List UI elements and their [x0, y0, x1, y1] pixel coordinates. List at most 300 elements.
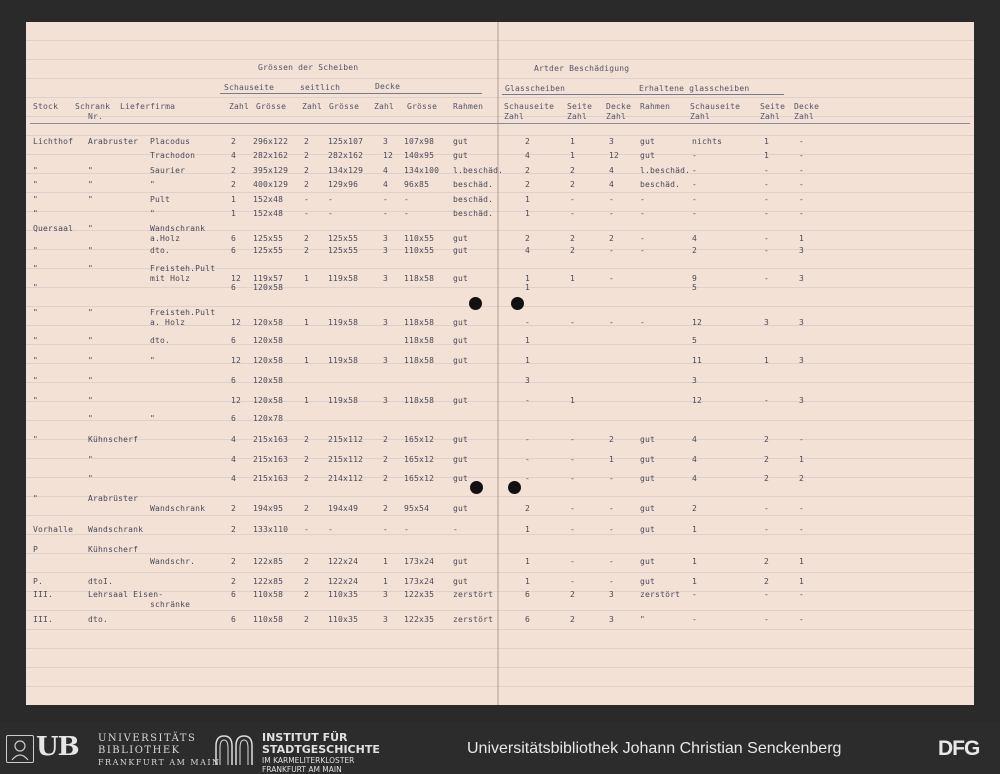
- table-cell: ": [88, 414, 94, 423]
- table-cell: -: [404, 209, 410, 218]
- table-cell: -: [328, 525, 334, 534]
- table-cell: 1: [383, 557, 389, 566]
- table-cell: 2: [764, 435, 770, 444]
- table-cell: ": [33, 308, 39, 317]
- table-cell: -: [609, 504, 615, 513]
- table-cell: 120x58: [253, 356, 284, 365]
- table-cell: -: [609, 577, 615, 586]
- table-cell: 3: [799, 246, 805, 255]
- table-cell: -: [609, 318, 615, 327]
- table-cell: 119x58: [328, 356, 359, 365]
- table-cell: 1: [692, 577, 698, 586]
- table-cell: ": [88, 376, 94, 385]
- table-cell: -: [525, 435, 531, 444]
- table-cell: -: [609, 557, 615, 566]
- header-decke: Decke: [375, 82, 401, 91]
- table-cell: 2: [304, 137, 310, 146]
- col-schauseite-zahl: Schauseite Zahl: [690, 102, 741, 121]
- table-cell: 4: [231, 435, 237, 444]
- table-cell: 122x85: [253, 577, 284, 586]
- table-cell: l.beschäd.: [640, 166, 691, 175]
- punch-hole: [470, 481, 483, 494]
- header-bottom-rule: [30, 123, 970, 124]
- table-cell: 1: [609, 455, 615, 464]
- table-cell: 5: [692, 336, 698, 345]
- table-cell: 2: [304, 455, 310, 464]
- col-schauseite-zahl: Schauseite Zahl: [504, 102, 555, 121]
- table-cell: 6: [231, 615, 237, 624]
- table-cell: Lehrsaal Eisen-: [88, 590, 164, 599]
- table-cell: 12: [231, 274, 242, 283]
- ub-line3: FRANKFURT AM MAIN: [98, 758, 221, 767]
- table-cell: -: [764, 396, 770, 405]
- col-zahl: Zahl: [302, 102, 323, 111]
- table-cell: -: [570, 577, 576, 586]
- table-cell: -: [570, 435, 576, 444]
- table-cell: 110x55: [404, 246, 435, 255]
- table-cell: 1: [570, 137, 576, 146]
- table-cell: 1: [304, 356, 310, 365]
- table-cell: Vorhalle: [33, 525, 74, 534]
- table-cell: -: [525, 474, 531, 483]
- table-cell: 110x35: [328, 615, 359, 624]
- table-cell: 165x12: [404, 455, 435, 464]
- table-cell: 1: [764, 356, 770, 365]
- table-cell: 9: [692, 274, 698, 283]
- table-cell: -: [304, 195, 310, 204]
- table-cell: -: [609, 195, 615, 204]
- table-cell: -: [383, 195, 389, 204]
- table-cell: -: [570, 504, 576, 513]
- table-cell: -: [799, 504, 805, 513]
- table-cell: -: [383, 209, 389, 218]
- isg-line3: IM KARMELITERKLOSTER: [262, 756, 355, 765]
- table-cell: 4: [231, 455, 237, 464]
- table-cell: 3: [383, 356, 389, 365]
- table-cell: 6: [231, 234, 237, 243]
- table-cell: P: [33, 545, 39, 554]
- table-cell: -: [764, 234, 770, 243]
- table-cell: 1: [570, 274, 576, 283]
- table-cell: 6: [231, 376, 237, 385]
- table-cell: -: [570, 525, 576, 534]
- table-cell: gut: [453, 396, 469, 405]
- table-cell: 2: [304, 435, 310, 444]
- header-schauseite: Schauseite: [224, 83, 275, 92]
- table-cell: gut: [453, 577, 469, 586]
- table-cell: 3: [764, 318, 770, 327]
- col-zahl: Zahl: [229, 102, 250, 111]
- table-cell: gut: [453, 318, 469, 327]
- table-cell: 1: [383, 577, 389, 586]
- table-cell: ": [150, 356, 156, 365]
- table-cell: 120x58: [253, 336, 284, 345]
- table-cell: ": [33, 166, 39, 175]
- col-seite-zahl: Seite Zahl: [760, 102, 786, 121]
- punch-hole: [511, 297, 524, 310]
- table-cell: 125x55: [253, 246, 284, 255]
- table-cell: 1: [692, 525, 698, 534]
- table-cell: 134x129: [328, 166, 364, 175]
- table-cell: 1: [525, 274, 531, 283]
- table-cell: 2: [692, 246, 698, 255]
- table-cell: -: [692, 180, 698, 189]
- table-cell: 4: [231, 151, 237, 160]
- table-cell: 3: [799, 356, 805, 365]
- table-cell: 1: [570, 396, 576, 405]
- table-cell: Placodus: [150, 137, 191, 146]
- table-cell: 215x163: [253, 435, 289, 444]
- table-cell: 95x54: [404, 504, 430, 513]
- table-cell: ": [33, 283, 39, 292]
- col-rahmen: Rahmen: [640, 102, 671, 111]
- ub-line1: UNIVERSITÄTS: [98, 733, 197, 744]
- table-cell: 4: [525, 246, 531, 255]
- table-cell-note: a. Holz: [150, 318, 186, 327]
- col-decke-zahl: Decke Zahl: [794, 102, 820, 121]
- col-groesse: Grösse: [256, 102, 287, 111]
- table-cell: ": [88, 308, 94, 317]
- table-cell: -: [525, 318, 531, 327]
- table-cell: Saurier: [150, 166, 186, 175]
- header-rule: [220, 93, 482, 94]
- table-cell: dto.: [88, 615, 109, 624]
- library-name: Universitätsbibliothek Johann Christian Senckenberg: [467, 740, 842, 757]
- table-cell: l.beschäd.: [453, 166, 504, 175]
- table-cell: 125x55: [328, 234, 359, 243]
- table-cell: dto.: [150, 336, 171, 345]
- table-cell: -: [799, 209, 805, 218]
- table-cell: -: [692, 590, 698, 599]
- table-cell: 282x162: [328, 151, 364, 160]
- table-cell: gut: [640, 435, 656, 444]
- table-cell: ": [33, 435, 39, 444]
- table-cell: Pult: [150, 195, 171, 204]
- table-cell: -: [799, 590, 805, 599]
- table-cell: 1: [231, 195, 237, 204]
- table-cell: -: [640, 318, 646, 327]
- table-cell: 118x58: [404, 274, 435, 283]
- table-cell: 214x112: [328, 474, 364, 483]
- table-cell: 215x112: [328, 455, 364, 464]
- table-cell: -: [799, 525, 805, 534]
- table-cell: 6: [231, 246, 237, 255]
- table-cell: 1: [525, 577, 531, 586]
- table-cell: -: [328, 195, 334, 204]
- table-cell: 6: [231, 414, 237, 423]
- col-nr: Nr.: [88, 112, 104, 121]
- isg-arches-icon: [214, 732, 256, 766]
- table-cell: Lichthof: [33, 137, 74, 146]
- table-cell: -: [383, 525, 389, 534]
- table-cell-note: schränke: [150, 600, 191, 609]
- table-cell: 125x107: [328, 137, 364, 146]
- table-cell: 3: [799, 396, 805, 405]
- table-cell: 5: [692, 283, 698, 292]
- table-cell: -: [609, 474, 615, 483]
- table-cell: -: [764, 615, 770, 624]
- table-cell: 110x58: [253, 615, 284, 624]
- table-cell: 118x58: [404, 336, 435, 345]
- table-cell: 4: [692, 455, 698, 464]
- table-cell: dtoI.: [88, 577, 114, 586]
- table-cell: 2: [304, 590, 310, 599]
- table-cell: III.: [33, 615, 54, 624]
- table-cell: 2: [609, 435, 615, 444]
- table-cell: -: [609, 274, 615, 283]
- table-cell: 129x96: [328, 180, 359, 189]
- table-cell: 3: [609, 137, 615, 146]
- header-erhaltene: Erhaltene glasscheiben: [639, 84, 750, 93]
- table-cell: 2: [570, 615, 576, 624]
- table-cell: -: [764, 525, 770, 534]
- table-cell: 2: [304, 474, 310, 483]
- header-groessen: Grössen der Scheiben: [258, 63, 359, 72]
- table-cell: 2: [304, 246, 310, 255]
- table-cell: 2: [231, 577, 237, 586]
- header-art: Artder Beschädigung: [534, 64, 630, 73]
- table-cell: Arabrüster: [88, 494, 139, 503]
- table-cell: -: [764, 274, 770, 283]
- table-cell: 2: [304, 504, 310, 513]
- table-cell: beschäd.: [640, 180, 681, 189]
- table-cell: ": [150, 209, 156, 218]
- table-cell: 1: [525, 209, 531, 218]
- table-cell: 165x12: [404, 435, 435, 444]
- table-cell: gut: [640, 474, 656, 483]
- table-cell: gut: [640, 151, 656, 160]
- table-cell: -: [570, 474, 576, 483]
- table-cell: Freisteh.Pult: [150, 264, 216, 273]
- table-cell: gut: [640, 455, 656, 464]
- table-cell: 140x95: [404, 151, 435, 160]
- table-cell: 12: [231, 356, 242, 365]
- table-cell: 12: [383, 151, 394, 160]
- table-cell: 3: [799, 274, 805, 283]
- table-cell: 1: [304, 318, 310, 327]
- table-cell: 6: [525, 615, 531, 624]
- table-cell: 96x85: [404, 180, 430, 189]
- table-cell: -: [692, 209, 698, 218]
- table-cell: 1: [799, 557, 805, 566]
- table-cell: 1: [692, 557, 698, 566]
- table-cell: Quersaal: [33, 224, 74, 233]
- table-cell: 152x48: [253, 209, 284, 218]
- table-cell: Freisteh.Pult: [150, 308, 216, 317]
- table-cell: 4: [692, 234, 698, 243]
- table-cell: 6: [525, 590, 531, 599]
- table-cell: 107x98: [404, 137, 435, 146]
- table-cell: 173x24: [404, 577, 435, 586]
- col-schrank: Schrank: [75, 102, 111, 111]
- table-cell: -: [453, 525, 459, 534]
- col-stock: Stock: [33, 102, 59, 111]
- table-cell: -: [764, 195, 770, 204]
- table-cell: ": [88, 195, 94, 204]
- table-cell: gut: [453, 455, 469, 464]
- table-cell: 120x58: [253, 283, 284, 292]
- table-cell: 173x24: [404, 557, 435, 566]
- table-cell: ": [88, 264, 94, 273]
- table-cell: ": [33, 195, 39, 204]
- table-cell: -: [570, 209, 576, 218]
- col-zahl: Zahl: [374, 102, 395, 111]
- table-cell: gut: [453, 274, 469, 283]
- table-cell: 3: [383, 137, 389, 146]
- table-cell: -: [404, 195, 410, 204]
- col-lieferfirma: Lieferfirma: [120, 102, 176, 111]
- table-cell: 2: [764, 474, 770, 483]
- table-cell: gut: [453, 356, 469, 365]
- table-cell: zerstört: [640, 590, 681, 599]
- table-cell: -: [525, 396, 531, 405]
- table-cell: -: [692, 166, 698, 175]
- table-cell: 194x95: [253, 504, 284, 513]
- table-cell: 2: [231, 180, 237, 189]
- table-cell: ": [88, 246, 94, 255]
- table-cell: 1: [799, 234, 805, 243]
- table-cell: 215x163: [253, 474, 289, 483]
- table-cell: 125x55: [328, 246, 359, 255]
- table-cell: ": [88, 166, 94, 175]
- table-cell: -: [570, 318, 576, 327]
- table-cell: 296x122: [253, 137, 289, 146]
- table-cell: ": [33, 494, 39, 503]
- table-cell: ": [150, 414, 156, 423]
- table-cell: 3: [383, 234, 389, 243]
- table-cell: -: [764, 590, 770, 599]
- table-cell: ": [33, 356, 39, 365]
- table-cell: ": [33, 396, 39, 405]
- table-cell: III.: [33, 590, 54, 599]
- table-cell: -: [640, 234, 646, 243]
- table-cell: 12: [609, 151, 620, 160]
- table-cell: ": [33, 246, 39, 255]
- table-cell: beschäd.: [453, 209, 494, 218]
- punch-hole: [508, 481, 521, 494]
- table-cell: 3: [609, 615, 615, 624]
- table-cell: 120x78: [253, 414, 284, 423]
- page-fold: [497, 22, 499, 705]
- table-cell: 1: [525, 336, 531, 345]
- table-cell: 122x35: [404, 615, 435, 624]
- table-cell: 165x12: [404, 474, 435, 483]
- table-cell: beschäd.: [453, 180, 494, 189]
- table-cell: -: [799, 151, 805, 160]
- table-cell: 2: [231, 137, 237, 146]
- table-cell: 4: [383, 180, 389, 189]
- table-cell: 2: [383, 435, 389, 444]
- table-cell: 120x58: [253, 318, 284, 327]
- table-cell: 2: [570, 246, 576, 255]
- table-cell: -: [640, 195, 646, 204]
- table-cell: -: [304, 525, 310, 534]
- table-cell: 2: [304, 577, 310, 586]
- table-cell: 2: [231, 557, 237, 566]
- table-cell: 2: [799, 474, 805, 483]
- table-cell: 1: [799, 455, 805, 464]
- table-cell: ": [88, 474, 94, 483]
- table-cell: 6: [231, 283, 237, 292]
- table-cell: -: [692, 151, 698, 160]
- table-cell: 215x112: [328, 435, 364, 444]
- table-cell: 6: [231, 336, 237, 345]
- table-cell: 2: [525, 137, 531, 146]
- table-cell: 2: [570, 166, 576, 175]
- table-cell-note: mit Holz: [150, 274, 191, 283]
- table-cell: 2: [383, 474, 389, 483]
- table-cell: 282x162: [253, 151, 289, 160]
- table-cell: 3: [609, 590, 615, 599]
- table-cell: ": [33, 209, 39, 218]
- table-cell: 3: [692, 376, 698, 385]
- table-cell: 3: [383, 318, 389, 327]
- table-cell: 119x58: [328, 396, 359, 405]
- table-cell: 4: [383, 166, 389, 175]
- table-cell: -: [640, 209, 646, 218]
- col-groesse: Grösse: [407, 102, 438, 111]
- table-cell: -: [764, 504, 770, 513]
- table-cell: gut: [640, 525, 656, 534]
- table-cell: -: [609, 209, 615, 218]
- table-cell: beschäd.: [453, 195, 494, 204]
- table-cell: 120x58: [253, 376, 284, 385]
- table-cell: gut: [453, 504, 469, 513]
- table-cell: 12: [231, 318, 242, 327]
- table-cell: 4: [692, 435, 698, 444]
- table-cell: 118x58: [404, 396, 435, 405]
- table-cell: 122x85: [253, 557, 284, 566]
- table-cell: 2: [764, 557, 770, 566]
- table-cell: 1: [570, 151, 576, 160]
- table-cell: 2: [304, 166, 310, 175]
- table-cell: 2: [609, 234, 615, 243]
- table-cell: -: [764, 209, 770, 218]
- table-cell: 3: [383, 396, 389, 405]
- table-cell-note: a.Holz: [150, 234, 181, 243]
- table-cell: 133x110: [253, 525, 289, 534]
- table-cell: 4: [525, 151, 531, 160]
- table-cell: ": [88, 455, 94, 464]
- table-cell: 12: [692, 318, 703, 327]
- table-cell: 2: [525, 180, 531, 189]
- table-cell: 1: [525, 525, 531, 534]
- col-rahmen: Rahmen: [453, 102, 484, 111]
- table-cell: 2: [304, 180, 310, 189]
- table-cell: 1: [525, 557, 531, 566]
- table-cell: ": [150, 180, 156, 189]
- table-cell: 110x55: [404, 234, 435, 243]
- table-cell: -: [799, 435, 805, 444]
- table-cell: 3: [383, 590, 389, 599]
- table-cell: ": [88, 396, 94, 405]
- table-cell: -: [404, 525, 410, 534]
- table-cell: 2: [304, 615, 310, 624]
- table-cell: Trachodon: [150, 151, 196, 160]
- table-cell: gut: [453, 246, 469, 255]
- table-cell: 2: [231, 166, 237, 175]
- table-cell: 119x57: [253, 274, 284, 283]
- table-cell: 215x163: [253, 455, 289, 464]
- table-cell: ": [33, 264, 39, 273]
- table-cell: -: [799, 137, 805, 146]
- isg-line2: STADTGESCHICHTE: [262, 743, 380, 756]
- table-cell: Wandschrank: [150, 504, 206, 513]
- table-cell: ": [88, 356, 94, 365]
- table-cell: 2: [383, 455, 389, 464]
- table-cell: -: [570, 557, 576, 566]
- table-cell: Kühnscherf: [88, 435, 139, 444]
